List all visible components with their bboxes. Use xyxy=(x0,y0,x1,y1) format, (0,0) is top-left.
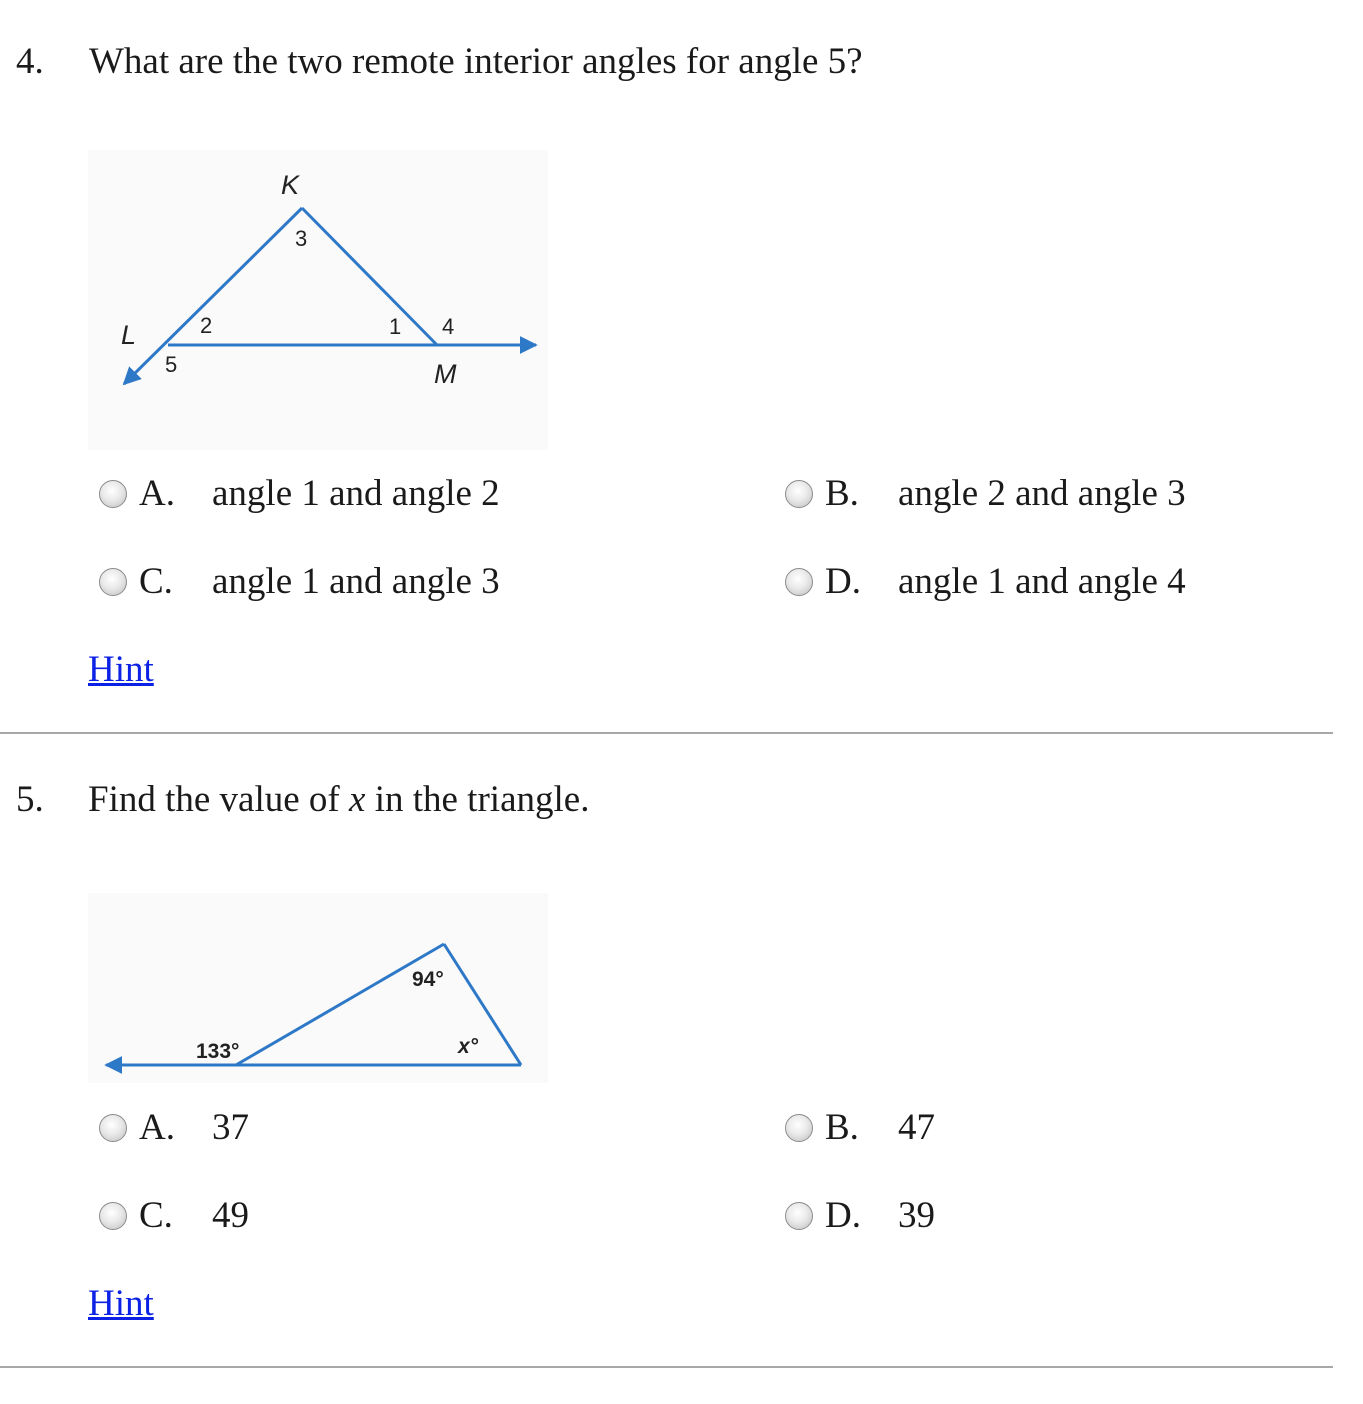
option-text: angle 1 and angle 4 xyxy=(898,561,1186,602)
triangle-klm-figure xyxy=(88,150,548,450)
segment-km xyxy=(302,208,437,345)
triangle-klm-diagram xyxy=(88,150,548,450)
option-letter: B. xyxy=(825,1107,859,1148)
option-text: 37 xyxy=(212,1107,249,1148)
option-text: angle 2 and angle 3 xyxy=(898,473,1186,514)
triangle-x-diagram xyxy=(88,893,548,1083)
prompt-after: in the triangle. xyxy=(365,779,590,820)
option-d[interactable] xyxy=(785,1196,1345,1240)
option-c[interactable] xyxy=(99,562,659,606)
side-left xyxy=(236,944,444,1065)
option-letter: D. xyxy=(825,1195,861,1236)
angle-label-1: 1 xyxy=(389,314,402,339)
vertex-label-m: M xyxy=(434,359,457,389)
question-divider xyxy=(0,1366,1333,1368)
option-text: angle 1 and angle 2 xyxy=(212,473,500,514)
radio-button[interactable] xyxy=(99,568,127,596)
option-a[interactable] xyxy=(99,474,659,518)
radio-button[interactable] xyxy=(785,568,813,596)
option-d[interactable] xyxy=(785,562,1345,606)
hint-link[interactable]: Hint xyxy=(88,1283,154,1324)
radio-button[interactable] xyxy=(785,1114,813,1142)
question-number: 5. xyxy=(16,779,44,820)
option-letter: A. xyxy=(139,473,175,514)
question-prompt: What are the two remote interior angles for angle 5? xyxy=(89,41,863,82)
vertex-label-l: L xyxy=(121,320,137,350)
angle-label-94: 94° xyxy=(412,968,444,991)
option-a[interactable] xyxy=(99,1108,659,1152)
question-number: 4. xyxy=(16,41,44,82)
option-text: 49 xyxy=(212,1195,249,1236)
option-b[interactable] xyxy=(785,474,1345,518)
triangle-x-figure xyxy=(88,893,548,1083)
prompt-before: Find the value of xyxy=(88,779,350,820)
angle-label-3: 3 xyxy=(295,226,308,251)
option-letter: A. xyxy=(139,1107,175,1148)
option-text: 47 xyxy=(898,1107,935,1148)
option-text: 39 xyxy=(898,1195,935,1236)
hint-link[interactable]: Hint xyxy=(88,649,154,690)
option-letter: C. xyxy=(139,1195,173,1236)
radio-button[interactable] xyxy=(99,480,127,508)
radio-button[interactable] xyxy=(99,1202,127,1230)
radio-button[interactable] xyxy=(99,1114,127,1142)
option-letter: B. xyxy=(825,473,859,514)
angle-label-4: 4 xyxy=(442,314,455,339)
radio-button[interactable] xyxy=(785,1202,813,1230)
angle-label-2: 2 xyxy=(200,313,213,338)
question-prompt xyxy=(88,780,589,820)
vertex-label-k: K xyxy=(281,170,300,200)
angle-label-133: 133° xyxy=(196,1040,240,1063)
radio-button[interactable] xyxy=(785,480,813,508)
option-c[interactable] xyxy=(99,1196,659,1240)
option-text: angle 1 and angle 3 xyxy=(212,561,500,602)
option-letter: D. xyxy=(825,561,861,602)
prompt-variable: x xyxy=(349,779,366,820)
angle-label-x: x° xyxy=(458,1035,479,1058)
question-divider xyxy=(0,732,1333,734)
angle-label-5: 5 xyxy=(165,352,178,377)
option-b[interactable] xyxy=(785,1108,1345,1152)
side-right xyxy=(444,944,521,1065)
segment-lk-extended xyxy=(124,208,302,384)
option-letter: C. xyxy=(139,561,173,602)
